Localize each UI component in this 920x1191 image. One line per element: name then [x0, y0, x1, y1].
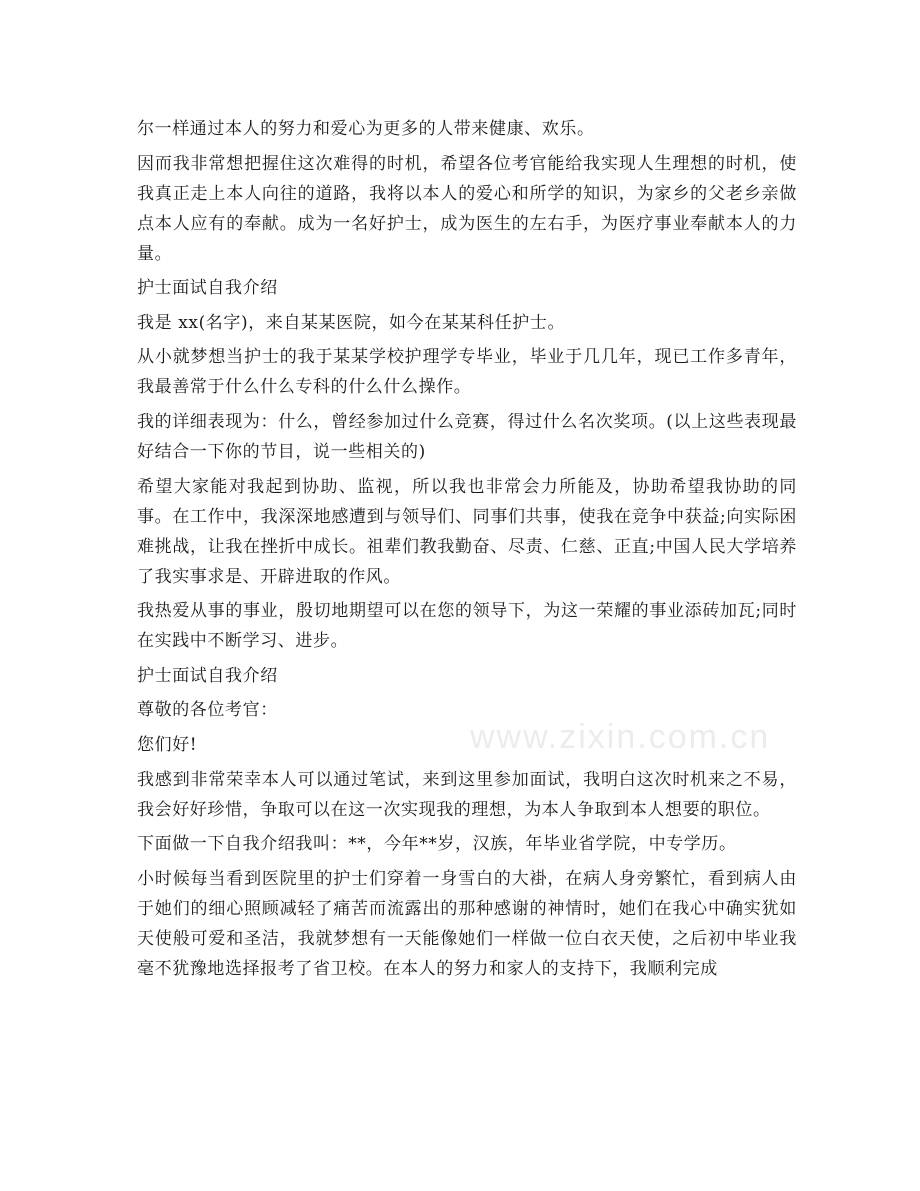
- paragraph: 从小就梦想当护士的我于某某学校护理学专毕业，毕业于几几年，现已工作多青年，我最善常于什么什么专科的什么什么操作。: [137, 347, 797, 398]
- paragraph: 因而我非常想把握住这次难得的时机，希望各位考官能给我实现人生理想的时机，使我真正走上本人向往的道路，我将以本人的爱心和所学的知识，为家乡的父老乡亲做点本人应有的奉献。成为一名好护士，成为医生的左右手，为医疗事业奉献本人的力量。: [137, 153, 797, 264]
- paragraph: 希望大家能对我起到协助、监视，所以我也非常会力所能及，协助希望我协助的同事。在工作中，我深深地感遭到与领导们、同事们共事，使我在竞争中获益;向实际困难挑战，让我在挫折中成长。祖辈们教我勤奋、尽责、仁慈、正直;中国人民大学培养了我实事求是、开辟进取的作风。: [137, 476, 797, 587]
- document-body: [137, 114, 797, 988]
- salutation: 尊敬的各位考官：: [137, 700, 278, 721]
- section-heading: 护士面试自我介绍: [137, 665, 278, 686]
- paragraph: 尔一样通过本人的努力和爱心为更多的人带来健康、欢乐。: [137, 119, 595, 139]
- paragraph: 小时候每当看到医院里的护士们穿着一身雪白的大褂，在病人身旁繁忙，看到病人由于她们的细心照顾减轻了痛苦而流露出的那种感谢的神情时，她们在我心中确实犹如天使般可爱和圣洁，我就梦想有一天能像她们一样做一位白衣天使，之后初中毕业我毫不犹豫地选择报考了省卫校。在本人的努力和家人的支持下，我顺利完成: [137, 868, 797, 979]
- watermark: www.zixin.com.cn: [470, 718, 771, 756]
- paragraph: 我感到非常荣幸本人可以通过笔试，来到这里参加面试，我明白这次时机来之不易，我会好好珍惜，争取可以在这一次实现我的理想，为本人争取到本人想要的职位。: [137, 769, 797, 820]
- paragraph: 我的详细表现为：什么，曾经参加过什么竞赛，得过什么名次奖项。(以上这些表现最好结合一下你的节目，说一些相关的): [137, 411, 797, 462]
- paragraph: 我是 xx(名字)，来自某某医院，如今在某某科任护士。: [137, 312, 566, 333]
- section-heading: 护士面试自我介绍: [137, 278, 278, 299]
- paragraph: 下面做一下自我介绍我叫：**，今年**岁，汉族，年毕业省学院，中专学历。: [137, 834, 737, 855]
- greeting: 您们好!: [137, 734, 198, 755]
- paragraph: 我热爱从事的事业，殷切地期望可以在您的领导下，为这一荣耀的事业添砖加瓦;同时在实践中不断学习、进步。: [137, 601, 797, 652]
